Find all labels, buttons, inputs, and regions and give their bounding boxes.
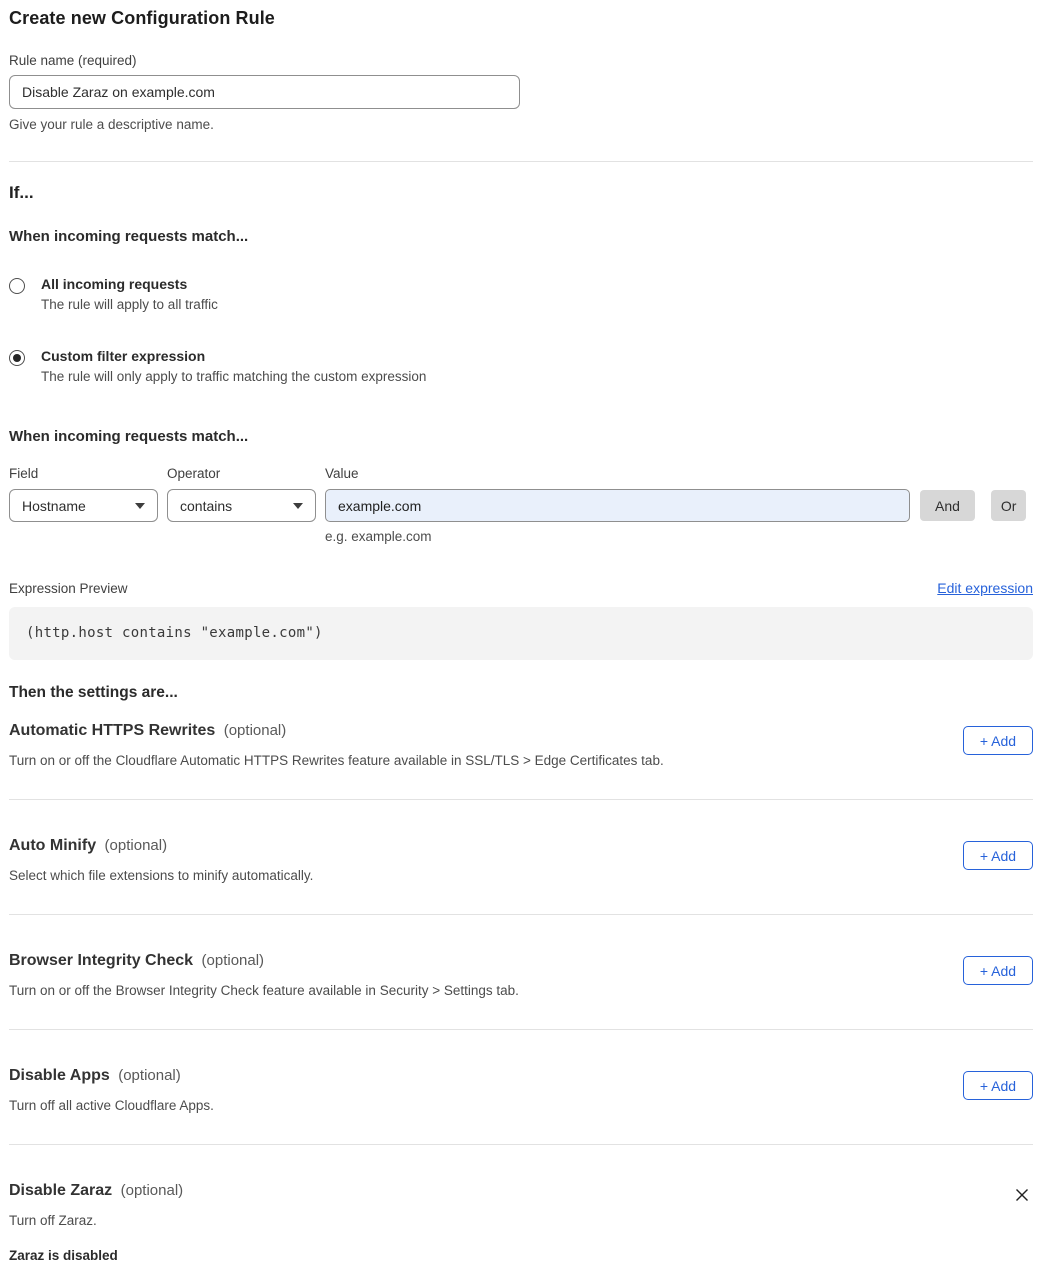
value-input[interactable]	[325, 489, 910, 522]
value-label: Value	[325, 466, 359, 481]
radio-custom-filter-label[interactable]: Custom filter expression	[41, 348, 206, 364]
remove-zaraz-setting-button[interactable]	[1011, 1184, 1033, 1206]
disable-zaraz-description: Turn off Zaraz.	[9, 1213, 97, 1228]
radio-custom-filter[interactable]	[9, 350, 25, 366]
chevron-down-icon	[135, 503, 145, 509]
rule-name-help: Give your rule a descriptive name.	[9, 117, 214, 132]
setting-optional-label: (optional)	[104, 837, 168, 854]
rule-name-input[interactable]	[9, 75, 520, 109]
zaraz-status-text: Zaraz is disabled	[9, 1248, 118, 1263]
rule-name-label: Rule name (required)	[9, 53, 137, 68]
operator-select-value: contains	[180, 497, 233, 514]
field-label: Field	[9, 466, 39, 481]
setting-row	[9, 702, 1033, 800]
settings-list	[9, 702, 1033, 1145]
builder-heading: When incoming requests match...	[9, 428, 249, 445]
field-select-value: Hostname	[22, 497, 86, 514]
setting-description: Turn off all active Cloudflare Apps.	[9, 1098, 214, 1113]
radio-all-requests-label[interactable]: All incoming requests	[41, 276, 188, 292]
radio-option-all-requests[interactable]	[9, 276, 1033, 312]
or-button[interactable]: Or	[991, 490, 1027, 521]
close-icon	[1013, 1186, 1031, 1204]
and-button[interactable]: And	[920, 490, 975, 521]
value-hint: e.g. example.com	[325, 529, 432, 544]
add-setting-button[interactable]: + Add	[963, 726, 1033, 755]
radio-all-requests[interactable]	[9, 278, 25, 294]
setting-title: Auto Minify	[9, 837, 97, 854]
chevron-down-icon	[293, 503, 303, 509]
page-title: Create new Configuration Rule	[9, 8, 275, 28]
radio-option-custom-filter[interactable]	[9, 348, 1033, 384]
radio-all-requests-description: The rule will apply to all traffic	[41, 297, 218, 312]
match-heading: When incoming requests match...	[9, 228, 249, 245]
disable-zaraz-title: Disable Zaraz	[9, 1182, 113, 1199]
field-select[interactable]	[9, 489, 158, 522]
if-heading: If...	[9, 183, 34, 202]
setting-optional-label: (optional)	[120, 1182, 184, 1199]
edit-expression-link[interactable]: Edit expression	[937, 580, 1033, 596]
add-setting-button[interactable]: + Add	[963, 841, 1033, 870]
setting-title: Browser Integrity Check	[9, 952, 194, 969]
operator-select[interactable]	[167, 489, 316, 522]
operator-label: Operator	[167, 466, 221, 481]
setting-row	[9, 915, 1033, 1030]
setting-optional-label: (optional)	[223, 722, 287, 739]
add-setting-button[interactable]: + Add	[963, 1071, 1033, 1100]
setting-title: Automatic HTTPS Rewrites	[9, 722, 216, 739]
then-settings-heading: Then the settings are...	[9, 684, 178, 701]
expression-code: (http.host contains "example.com")	[26, 625, 323, 641]
setting-optional-label: (optional)	[201, 952, 265, 969]
disable-zaraz-section	[9, 1145, 1033, 1263]
setting-row	[9, 1030, 1033, 1145]
setting-row	[9, 800, 1033, 915]
setting-description: Select which file extensions to minify automatically.	[9, 868, 314, 883]
expression-preview-label: Expression Preview	[9, 581, 128, 596]
setting-description: Turn on or off the Cloudflare Automatic HTTPS Rewrites feature available in SSL/TLS > Edge Certificates tab.	[9, 753, 664, 768]
setting-optional-label: (optional)	[118, 1067, 181, 1084]
expression-preview-box	[9, 607, 1033, 660]
setting-title: Disable Apps	[9, 1067, 110, 1084]
section-divider	[9, 161, 1033, 162]
setting-description: Turn on or off the Browser Integrity Check feature available in Security > Settings tab.	[9, 983, 519, 998]
add-setting-button[interactable]: + Add	[963, 956, 1033, 985]
radio-custom-filter-description: The rule will only apply to traffic matching the custom expression	[41, 369, 427, 384]
